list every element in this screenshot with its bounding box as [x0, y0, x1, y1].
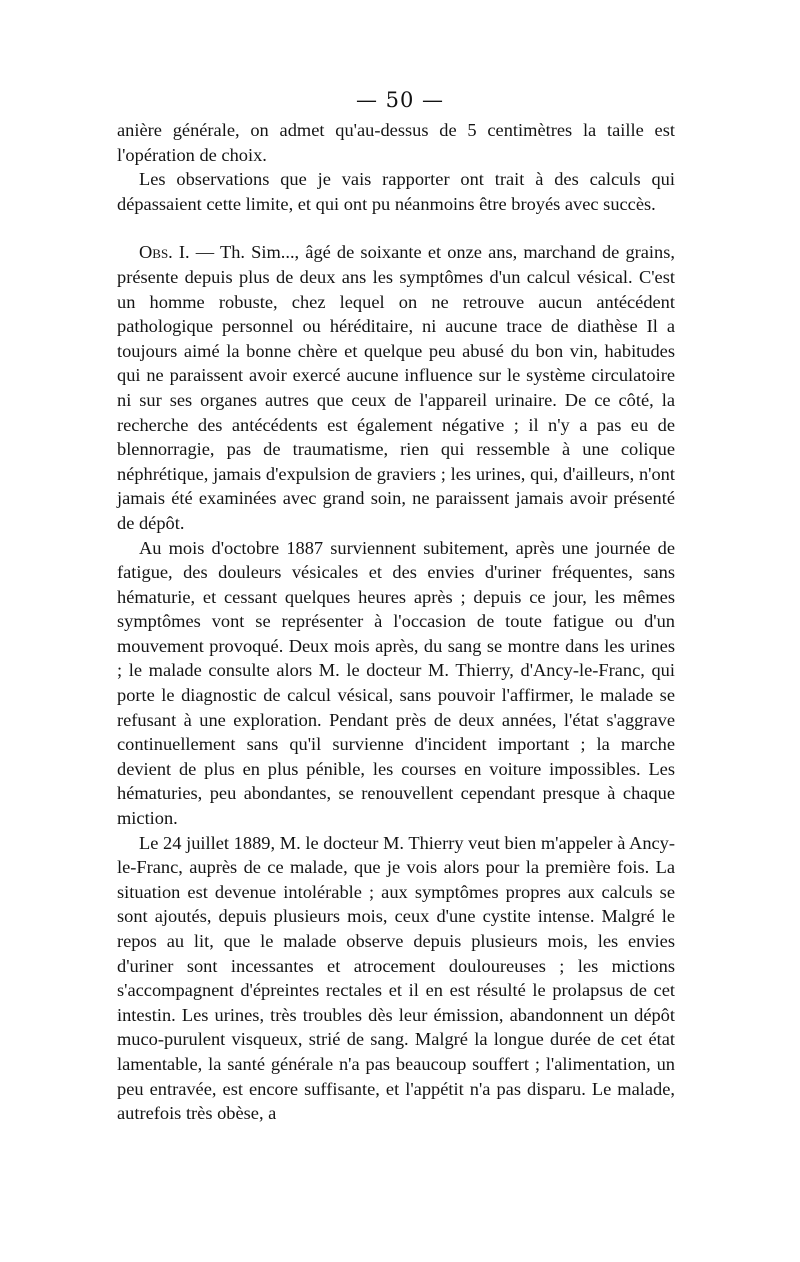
body-text [117, 118, 675, 1126]
intro-paragraph: Les observations que je vais rapporter ont trait à des calculs qui dépassaient cette limite, et qui ont pu néanmoins être broyés avec succès. [117, 169, 675, 214]
observation-paragraph-3: Le 24 juillet 1889, M. le docteur M. Thierry veut bien m'appeler à Ancy-le-Franc, auprès de ce malade, que je vois alors pour la première fois. La situation est devenue intolérable ; aux symptômes propres aux calculs se sont ajoutés, depuis plusieurs mois, ceux d'une cystite intense. Malgré le repos au lit, que le malade observe depuis plusieurs mois, les envies d'uriner sont incessantes et atrocement douloureuses ; les mictions s'accompagnent d'épreintes rectales et il en est résulté le prolapsus de cet intestin. Les urines, très troubles dès leur émission, abandonnent un dépôt muco-purulent visqueux, strié de sang. Malgré la longue durée de cet état lamentable, la santé générale n'a pas beaucoup souffert ; l'alimentation, un peu entravée, est encore suffisante, et l'appétit n'a pas disparu. Le malade, autrefois très obèse, a [117, 832, 675, 1124]
observation-paragraph-1 [117, 240, 675, 535]
page-number: — 50 — [355, 88, 445, 112]
observation-label: Obs. I. [139, 242, 190, 263]
observation-paragraph-2: Au mois d'octobre 1887 surviennent subitement, après une journée de fatigue, des douleurs vésicales et des envies d'uriner fréquentes, sans hématurie, et cessant quelques heures après ; depuis ce jour, les mêmes symptômes vont se représenter à l'occasion de toute fatigue ou d'un mouvement provoqué. Deux mois après, du sang se montre dans les urines ; le malade consulte alors M. le docteur M. Thierry, d'Ancy-le-Franc, qui porte le diagnostic de calcul vésical, sans pouvoir l'affirmer, le malade se refusant à une exploration. Pendant près de deux années, l'état s'aggrave continuellement sans qu'il survienne d'incident important ; la marche devient de plus en plus pénible, les courses en voiture impossibles. Les hématuries, peu abondantes, se renouvellent cependant presque à chaque miction. [117, 537, 675, 829]
observation-text-1: — Th. Sim..., âgé de soixante et onze ans, marchand de grains, présente depuis plus de deux ans les symptômes d'un calcul vésical. C'est un homme robuste, chez lequel on ne retrouve aucun antécédent pathologique personnel ou héréditaire, ni aucune trace de diathèse Il a toujours aimé la bonne chère et quelque peu abusé du bon vin, habitudes qui ne paraissent avoir exercé aucune influence sur le système circulatoire ni sur ses organes autres que ceux de l'appareil urinaire. De ce côté, la recherche des antécédents est également négative ; il n'y a pas eu de blennorragie, pas de traumatisme, rien qui ressemble à une colique néphrétique, jamais d'expulsion de graviers ; les urines, qui, d'ailleurs, n'ont jamais été examinées avec grand soin, ne paraissent jamais avoir présenté de dépôt. [117, 242, 675, 533]
intro-paragraph-continuation: anière générale, on admet qu'au-dessus de 5 centimètres la taille est l'opération de choix. [117, 120, 675, 165]
